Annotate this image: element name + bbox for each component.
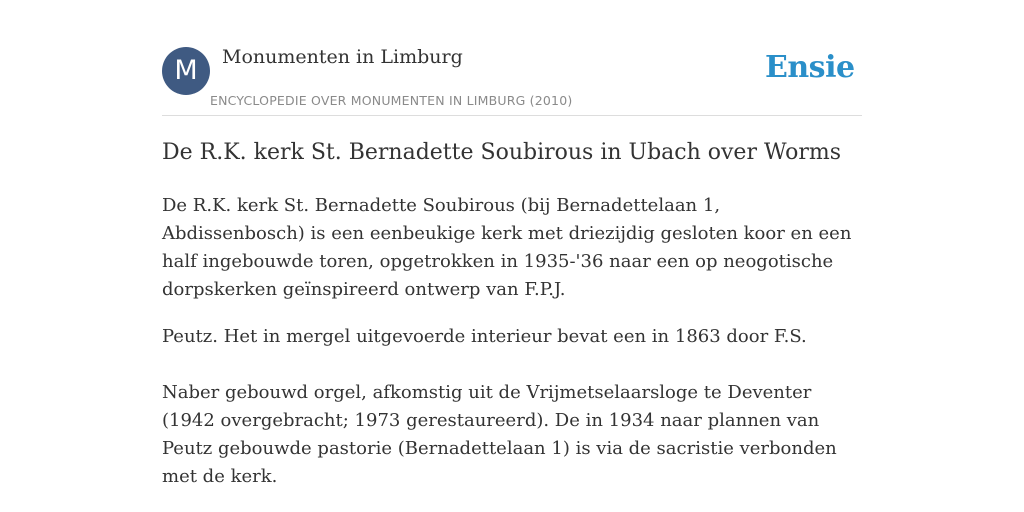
entry-paragraph: Naber gebouwd orgel, afkomstig uit de Vrijmetselaarsloge te Deventer (1942 overgebracht; 1973 gerestaureerd). De in 1934 naar plannen van Peutz gebouwde pastorie (Bernadettelaan 1) is via de sacristie verbonden met de kerk. xyxy=(162,382,837,487)
header-divider xyxy=(162,115,862,116)
source-avatar[interactable]: M xyxy=(162,47,210,95)
source-title[interactable]: Monumenten in Limburg xyxy=(222,46,463,68)
source-subtitle: ENCYCLOPEDIE OVER MONUMENTEN IN LIMBURG (2010) xyxy=(210,93,573,108)
entry-paragraph: Peutz. Het in mergel uitgevoerde interieur bevat een in 1863 door F.S. xyxy=(162,326,807,347)
entry-title: De R.K. kerk St. Bernadette Soubirous in Ubach over Worms xyxy=(162,140,841,165)
entry-paragraph: De R.K. kerk St. Bernadette Soubirous (bij Bernadettelaan 1, Abdissenbosch) is een eenbeukige kerk met driezijdig gesloten koor en een half ingebouwde toren, opgetrokken in 1935-'36 naar een op neogotische dorpskerken geïnspireerd ontwerp van F.P.J. xyxy=(162,195,852,300)
ensie-logo[interactable]: Ensie xyxy=(765,50,855,85)
